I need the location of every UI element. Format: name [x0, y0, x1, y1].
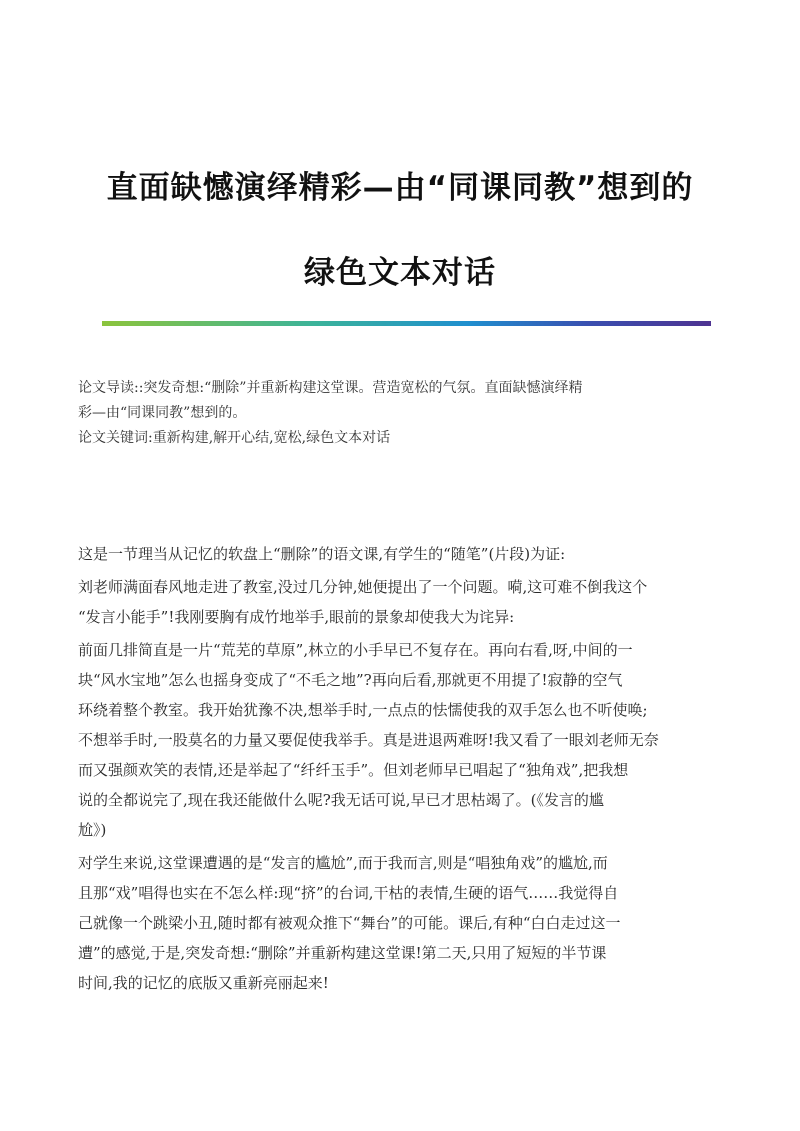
paragraph-line: 且那“戏”唱得也实在不怎么样:现“挤”的台词,干枯的表情,生硬的语气……我觉得自 — [78, 884, 619, 902]
paragraph-line: 己就像一个跳梁小丑,随时都有被观众推下“舞台”的可能。课后,有种“白白走过这一 — [78, 914, 621, 932]
paragraph-line: 对学生来说,这堂课遭遇的是“发言的尴尬”,而于我而言,则是“唱独角戏”的尴尬,而 — [78, 854, 608, 872]
paragraph-line: 不想举手时,一股莫名的力量又要促使我举手。真是进退两难呀!我又看了一眼刘老师无奈 — [78, 731, 659, 749]
paragraph-line: 块“风水宝地”怎么也摇身变成了“不毛之地”?再向后看,那就更不用提了!寂静的空气 — [78, 671, 623, 689]
keywords-line: 论文关键词:重新构建,解开心结,宽松,绿色文本对话 — [78, 430, 391, 446]
gradient-divider — [102, 321, 711, 326]
paragraph-line: 这是一节理当从记忆的软盘上“删除”的语文课,有学生的“随笔”(片段)为证: — [78, 545, 566, 563]
paragraph-line: 刘老师满面春风地走进了教室,没过几分钟,她便提出了一个问题。嗬,这可难不倒我这个 — [78, 578, 648, 596]
document-title-line-1: 直面缺憾演绎精彩—由“同课同教”想到的 — [106, 170, 694, 206]
abstract-line: 彩—由“同课同教”想到的。 — [78, 405, 247, 421]
abstract-block — [78, 376, 718, 451]
abstract-line: 论文导读::突发奇想:“删除”并重新构建这堂课。营造宽松的气氛。直面缺憾演绎精 — [78, 380, 583, 396]
paragraph-line: 尬》) — [78, 821, 107, 839]
paragraph-line: 遭”的感觉,于是,突发奇想:“删除”并重新构建这堂课!第二天,只用了短短的半节课 — [78, 944, 607, 962]
paragraph-line: 前面几排简直是一片“荒芜的草原”,林立的小手早已不复存在。再向右看,呀,中间的一 — [78, 641, 633, 659]
paragraph — [78, 572, 720, 632]
body-text — [78, 539, 720, 1001]
paragraph-line: 环绕着整个教室。我开始犹豫不决,想举手时,一点点的怯懦使我的双手怎么也不听使唤; — [78, 701, 648, 719]
paragraph — [78, 635, 720, 845]
paragraph — [78, 539, 720, 569]
paragraph-line: 说的全都说完了,现在我还能做什么呢?我无话可说,早已才思枯竭了。(《发言的尴 — [78, 791, 604, 809]
paragraph — [78, 848, 720, 998]
paragraph-line: 时间,我的记忆的底版又重新亮丽起来! — [78, 974, 329, 992]
document-title-line-2: 绿色文本对话 — [304, 255, 496, 291]
paragraph-line: 而又强颜欢笑的表情,还是举起了“纤纤玉手”。但刘老师早已唱起了“独角戏”,把我想 — [78, 761, 629, 779]
paragraph-line: “发言小能手”!我刚要胸有成竹地举手,眼前的景象却使我大为诧异: — [78, 608, 515, 626]
